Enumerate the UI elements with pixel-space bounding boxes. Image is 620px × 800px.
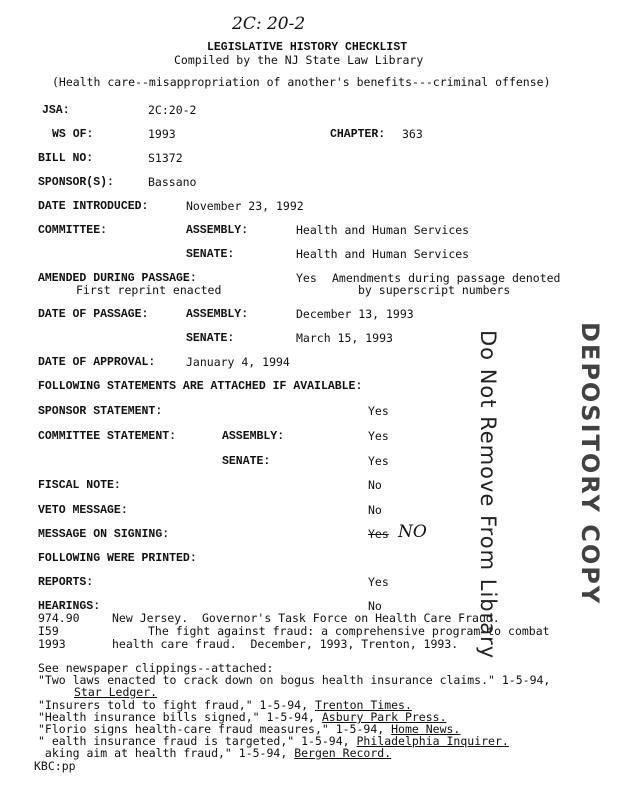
hearing-text-1: New Jersey. Governor's Task Force on Health Care Fraud. [112, 611, 500, 625]
date-passage-label: DATE OF PASSAGE: [38, 308, 149, 321]
handwritten-statute-number: 2C: 20-2 [232, 14, 306, 34]
sponsor-statement-label: SPONSOR STATEMENT: [38, 405, 163, 418]
hearing-call-number-3: 1993 [38, 637, 66, 651]
message-signing-label: MESSAGE ON SIGNING: [38, 528, 170, 541]
amended-sub: First reprint enacted [76, 283, 222, 297]
clipping-1-title: "Two laws enacted to crack down on bogus health insurance claims." 1-5-94, [38, 673, 551, 687]
reports-value: Yes [368, 575, 389, 589]
library-stamp-line2: DEPOSITORY COPY [576, 322, 604, 606]
amended-note-line1: Amendments during passage denoted [332, 271, 561, 285]
committee-statement-label: COMMITTEE STATEMENT: [38, 430, 177, 443]
committee-statement-assembly-label: ASSEMBLY: [222, 430, 285, 443]
amended-label: AMENDED DURING PASSAGE: [38, 272, 197, 285]
following-attached-heading: FOLLOWING STATEMENTS ARE ATTACHED IF AVAILABLE: [38, 380, 363, 393]
library-stamp-line1: Do Not Remove From Library [476, 330, 500, 660]
clipping-6-title: aking aim at health fraud," 1-5-94, [38, 746, 295, 760]
clipping-3-title: "Health insurance bills signed," 1-5-94, [38, 710, 322, 724]
clipping-4-source: Home News. [391, 722, 461, 736]
passage-assembly-label: ASSEMBLY: [186, 308, 249, 321]
amended-value: Yes [296, 271, 317, 285]
sponsor-value: Bassano [148, 175, 197, 189]
date-introduced-value: November 23, 1992 [186, 199, 304, 213]
clippings-intro: See newspaper clippings--attached: [38, 661, 274, 675]
laws-of-label: WS OF: [52, 128, 94, 141]
laws-of-value: 1993 [148, 127, 176, 141]
message-signing-handwritten-value: NO [398, 522, 427, 542]
clipping-5-title: " ealth insurance fraud is targeted," 1-5-94, [38, 734, 357, 748]
sponsor-statement-value: Yes [368, 404, 389, 418]
bill-no-label: BILL NO: [38, 152, 94, 165]
sponsor-label: SPONSOR(S): [38, 176, 114, 189]
clipping-6-source: Bergen Record. [294, 746, 392, 760]
committee-senate-value: Health and Human Services [296, 247, 470, 261]
njsa-value: 2C:20-2 [148, 103, 197, 117]
clipping-1-source: Star Ledger. [74, 685, 158, 699]
hearings-value: No [368, 599, 382, 613]
passage-senate-label: SENATE: [186, 332, 235, 345]
passage-senate-date: March 15, 1993 [296, 331, 393, 345]
chapter-label: CHAPTER: [330, 128, 386, 141]
njsa-label: JSA: [42, 104, 70, 117]
initials: KBC:pp [34, 759, 76, 773]
bill-description: (Health care--misappropriation of another's benefits---criminal offense) [52, 75, 551, 89]
clipping-2-source: Trenton Times. [314, 698, 412, 712]
message-signing-struck-value: Yes [368, 527, 389, 541]
following-printed-heading: FOLLOWING WERE PRINTED: [38, 552, 197, 565]
veto-message-label: VETO MESSAGE: [38, 504, 128, 517]
committee-assembly-value: Health and Human Services [296, 223, 470, 237]
clipping-2-title: "Insurers told to fight fraud," 1-5-94, [38, 698, 315, 712]
date-approval-label: DATE OF APPROVAL: [38, 356, 156, 369]
committee-statement-senate-label: SENATE: [222, 455, 271, 468]
clipping-5-source: Philadelphia Inquirer. [356, 734, 509, 748]
veto-message-value: No [368, 503, 382, 517]
page-title: LEGISLATIVE HISTORY CHECKLIST [207, 41, 408, 54]
date-approval-value: January 4, 1994 [186, 355, 290, 369]
bill-no-value: S1372 [148, 151, 183, 165]
reports-label: REPORTS: [38, 576, 94, 589]
chapter-value: 363 [402, 127, 423, 141]
hearing-text-2: The fight against fraud: a comprehensive program to combat [148, 624, 550, 638]
amended-note-line2: by superscript numbers [358, 283, 511, 297]
hearing-text-3: health care fraud. December, 1993, Trenton, 1993. [112, 637, 459, 651]
fiscal-note-value: No [368, 478, 382, 492]
date-introduced-label: DATE INTRODUCED: [38, 200, 149, 213]
committee-statement-assembly-value: Yes [368, 429, 389, 443]
clipping-3-source: Asbury Park Press. [321, 710, 447, 724]
hearings-label: HEARINGS: [38, 600, 101, 613]
clipping-4-title: "Florio signs health-care fraud measures," 1-5-94, [38, 722, 392, 736]
fiscal-note-label: FISCAL NOTE: [38, 479, 121, 492]
hearing-call-number-1: 974.90 [38, 611, 80, 625]
hearing-call-number-2: I59 [38, 624, 59, 638]
committee-statement-senate-value: Yes [368, 454, 389, 468]
committee-senate-label: SENATE: [186, 248, 235, 261]
page-subtitle: Compiled by the NJ State Law Library [174, 53, 424, 67]
committee-label: COMMITTEE: [38, 224, 108, 237]
clipping-6 [38, 747, 391, 760]
committee-assembly-label: ASSEMBLY: [186, 224, 249, 237]
passage-assembly-date: December 13, 1993 [296, 307, 414, 321]
